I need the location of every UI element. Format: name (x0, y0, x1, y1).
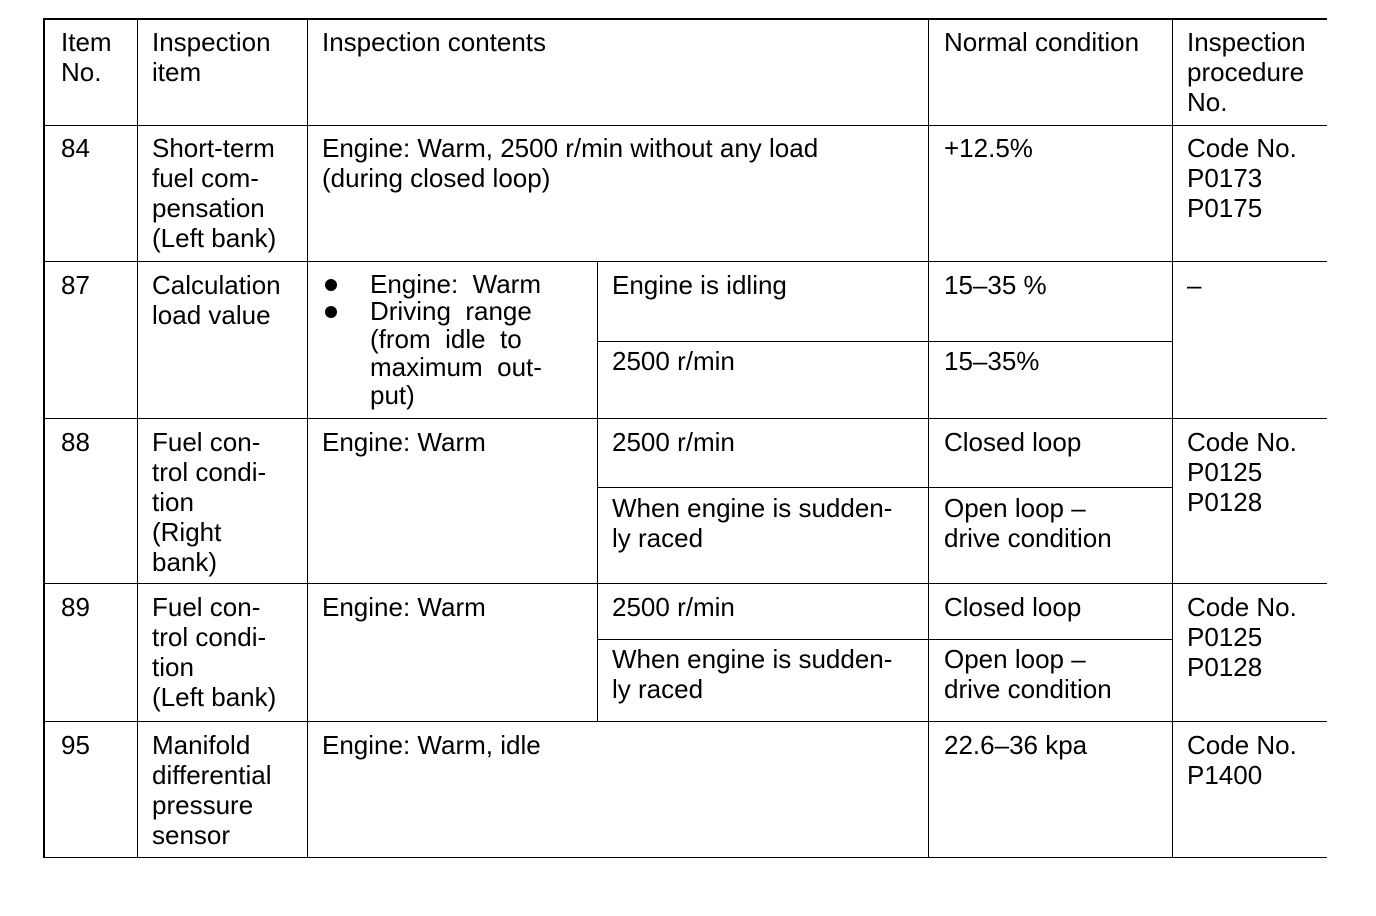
row-87-sub-2-normal: 15–35% (944, 346, 1040, 376)
col-divider (137, 18, 138, 858)
row-87-sub-1-normal: 15–35 % (944, 270, 1047, 300)
row-88-no: 88 (61, 427, 90, 457)
row-87-bullet-cont-1: (from idle to (370, 324, 522, 354)
row-88-sub-1-cond: 2500 r/min (612, 427, 735, 457)
row-87-bullet-cont-2: maximum out- (370, 352, 542, 382)
table-border-top (43, 18, 1327, 20)
row-84-item: Short-term fuel com- pensation (Left bank) (152, 133, 277, 253)
header-normal-condition: Normal condition (944, 27, 1140, 57)
row-88-procedure: Code No. P0125 P0128 (1187, 427, 1297, 517)
row-87-no: 87 (61, 270, 90, 300)
row-84-contents: Engine: Warm, 2500 r/min without any load (during closed loop) (322, 133, 819, 193)
row-89-sub-1-cond: 2500 r/min (612, 592, 735, 622)
row-89-item: Fuel con- trol condi- tion (Left bank) (152, 592, 277, 712)
row-divider (43, 125, 1327, 126)
row-89-sub-2-normal: Open loop – drive condition (944, 644, 1112, 704)
row-87-sub-1-cond: Engine is idling (612, 270, 787, 300)
col-divider (928, 18, 929, 858)
row-95-contents: Engine: Warm, idle (322, 730, 541, 760)
row-divider (43, 721, 1327, 722)
row-89-no: 89 (61, 592, 90, 622)
row-89-sub-1-normal: Closed loop (944, 592, 1082, 622)
row-87-procedure: – (1187, 270, 1202, 300)
bullet-icon (325, 306, 337, 318)
header-inspection-item: Inspection item (152, 27, 271, 87)
row-95-item: Manifold differential pressure sensor (152, 730, 272, 850)
row-89-sub-2-cond: When engine is sudden- ly raced (612, 644, 893, 704)
table-border-left (43, 18, 45, 858)
subrow-divider (597, 341, 1172, 342)
row-88-item: Fuel con- trol condi- tion (Right bank) (152, 427, 267, 577)
row-88-sub-2-cond: When engine is sudden- ly raced (612, 493, 893, 553)
table-border-bottom (43, 857, 1327, 858)
row-87-item: Calculation load value (152, 270, 281, 330)
row-84-procedure: Code No. P0173 P0175 (1187, 133, 1297, 223)
subrow-divider (597, 487, 1172, 488)
row-divider (43, 583, 1327, 584)
bullet-icon (325, 279, 337, 291)
row-divider (43, 261, 1327, 262)
col-divider (1172, 18, 1173, 858)
row-88-sub-1-normal: Closed loop (944, 427, 1082, 457)
header-inspection-contents: Inspection contents (322, 27, 547, 57)
row-95-normal: 22.6–36 kpa (944, 730, 1088, 760)
row-89-contents: Engine: Warm (322, 592, 486, 622)
row-87-bullet-2: Driving range (370, 296, 532, 326)
row-88-sub-2-normal: Open loop – drive condition (944, 493, 1112, 553)
row-divider (43, 418, 1327, 419)
row-87-bullet-cont-3: put) (370, 380, 415, 410)
row-87-sub-2-cond: 2500 r/min (612, 346, 735, 376)
col-divider-sub (597, 261, 598, 722)
col-divider (307, 18, 308, 858)
header-item-no: Item No. (61, 27, 112, 87)
row-95-no: 95 (61, 730, 90, 760)
row-95-procedure: Code No. P1400 (1187, 730, 1297, 790)
row-87-bullet-1: Engine: Warm (370, 269, 541, 299)
row-84-no: 84 (61, 133, 90, 163)
row-89-procedure: Code No. P0125 P0128 (1187, 592, 1297, 682)
row-84-normal: +12.5% (944, 133, 1033, 163)
row-88-contents: Engine: Warm (322, 427, 486, 457)
header-inspection-procedure: Inspection procedure No. (1187, 27, 1306, 117)
subrow-divider (597, 639, 1172, 640)
